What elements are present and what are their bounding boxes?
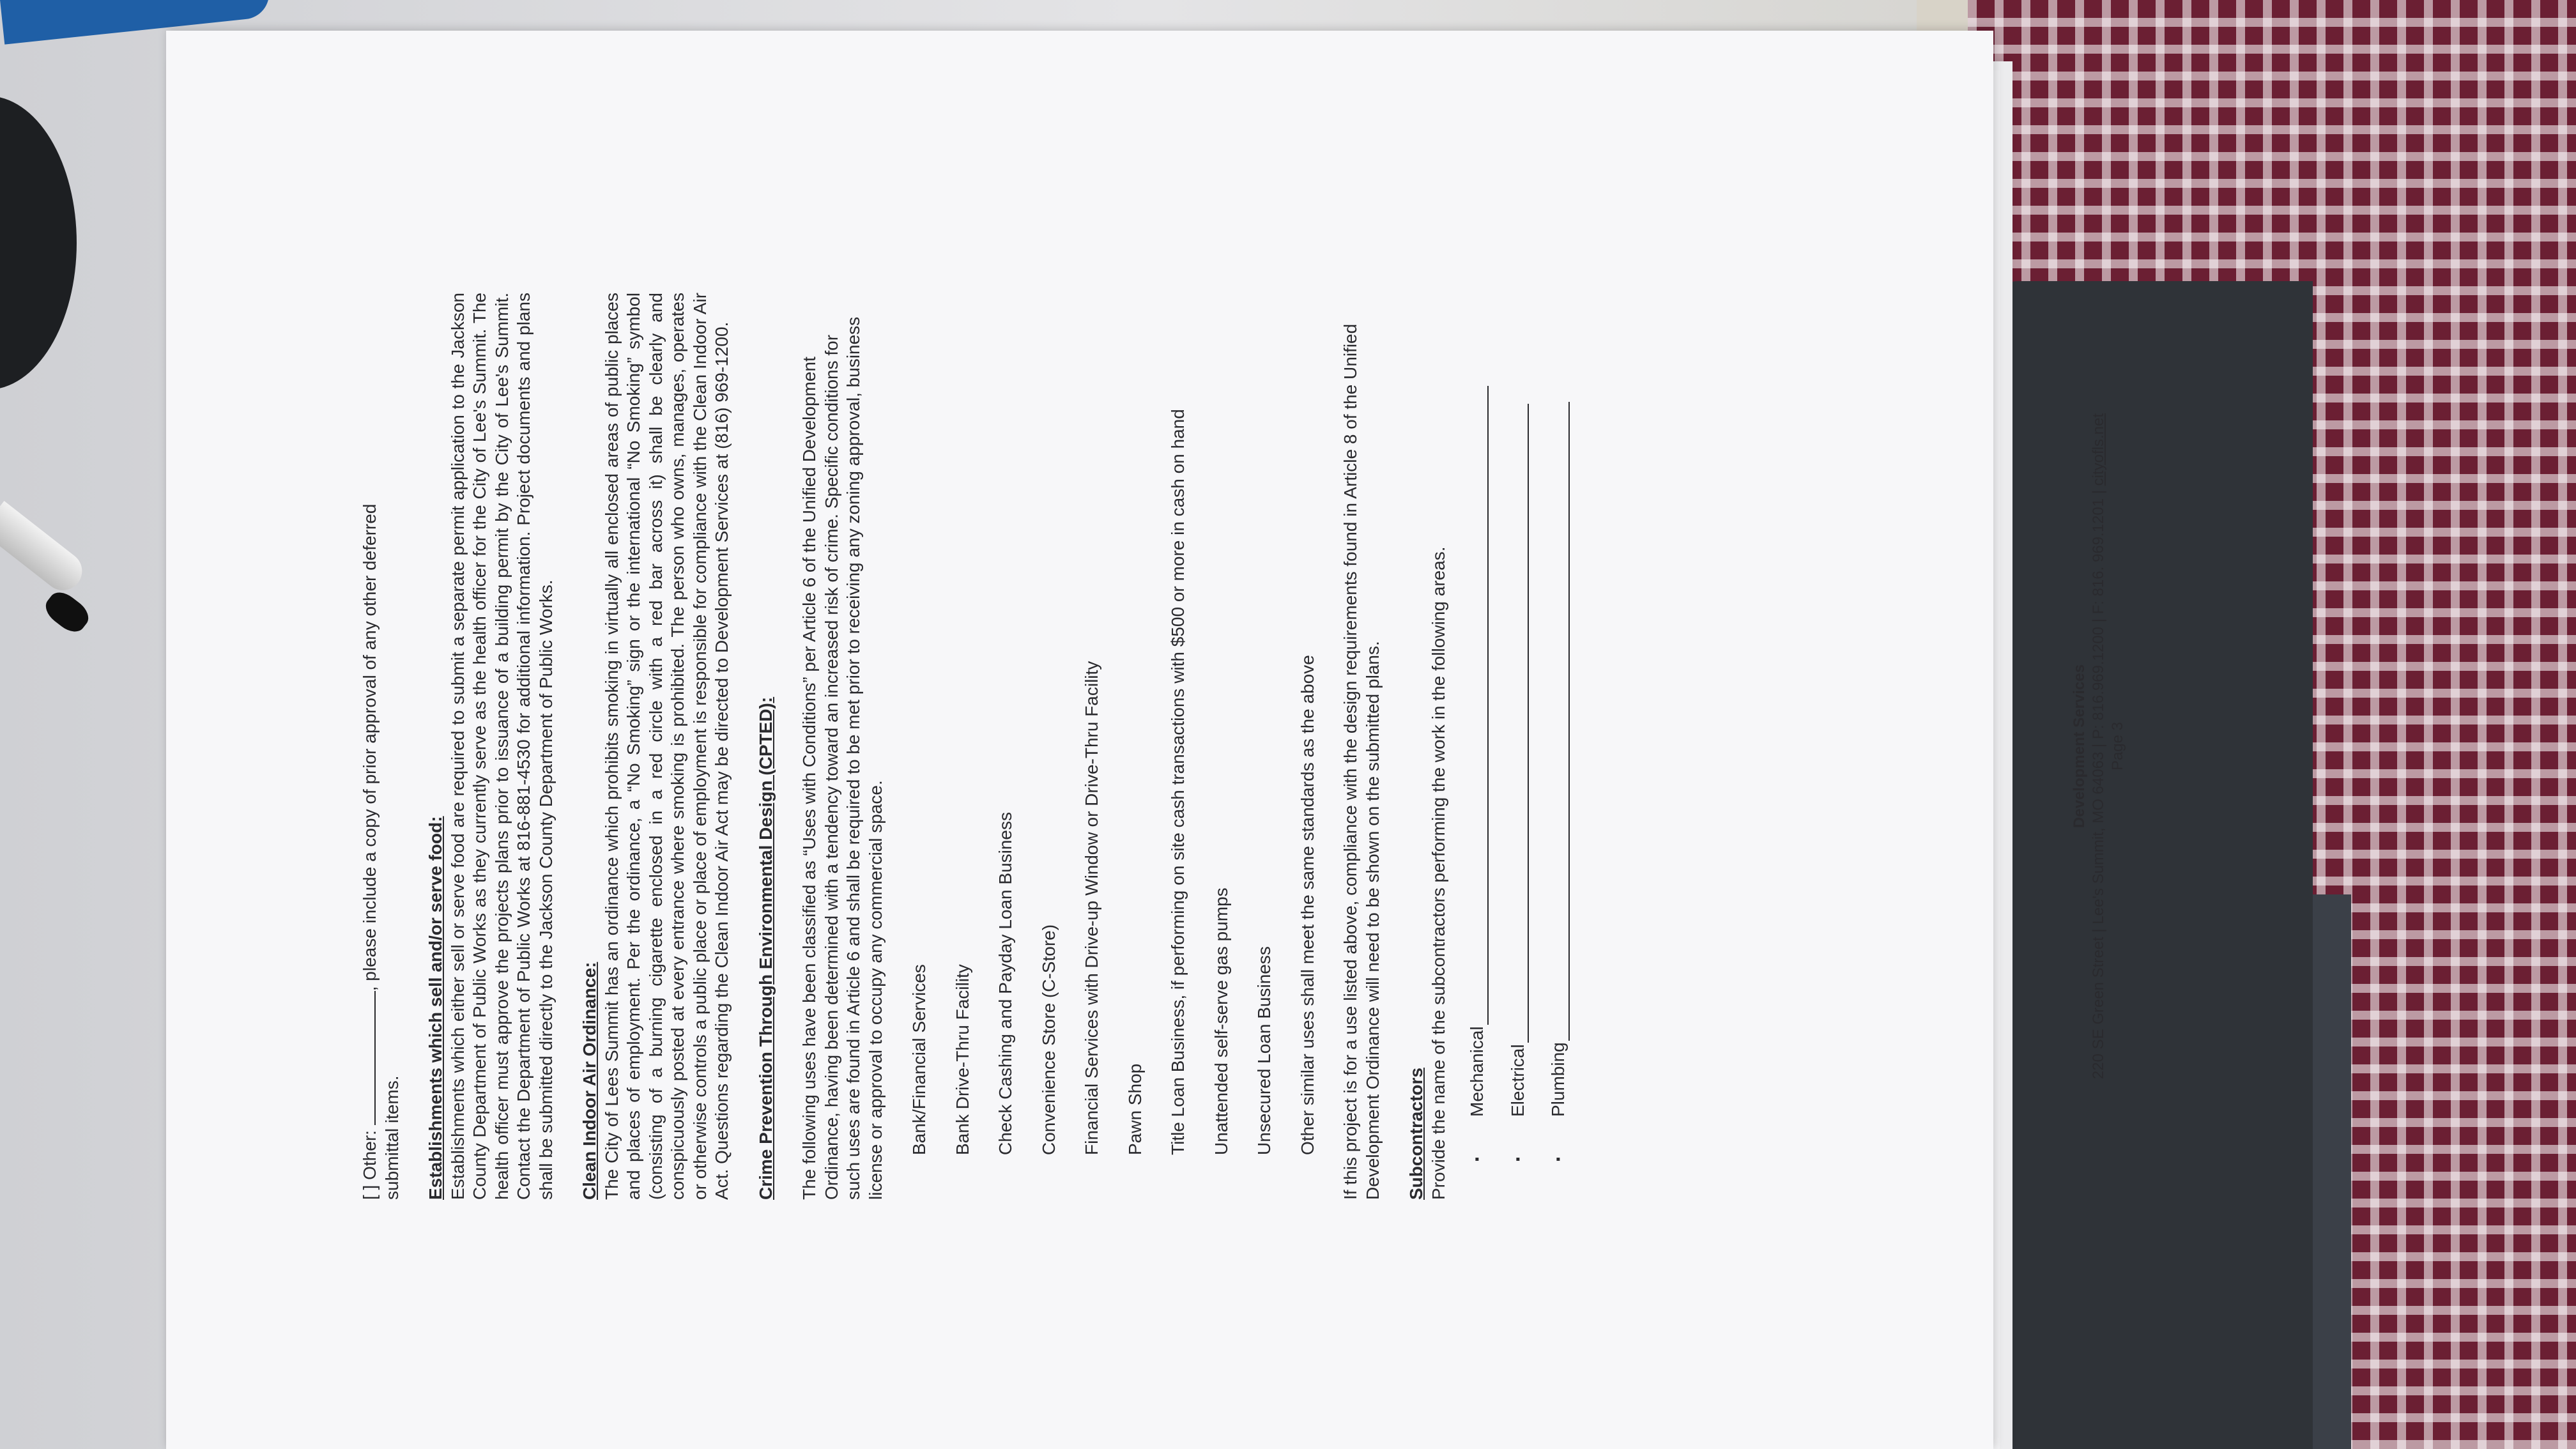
cpted-heading-block <box>755 293 778 1200</box>
other-line-continuation: submittal items. <box>381 1075 402 1200</box>
page-number: Page 3 <box>2109 721 2126 771</box>
list-item: Bank/Financial Services <box>909 964 929 1155</box>
square-bullet-icon: ▪ <box>1510 1156 1525 1162</box>
field-label: Plumbing <box>1548 1042 1568 1117</box>
cpted-intro: The following uses have been classified as “Uses with Conditions” per Article 6 of the Unified Development Ordinance, having been determined with a tendency toward an increased risk of crime. Specific conditions for such uses are found in Article 6 and shall be required to be met prior to receiving any zoning approval, business license or approval to occupy any commercial space. <box>799 316 885 1200</box>
square-bullet-icon: ▪ <box>1470 1156 1484 1162</box>
field-label: Mechanical <box>1467 1026 1487 1117</box>
page-content <box>358 293 1591 1200</box>
document-page <box>166 31 2126 1449</box>
list-item: Financial Services with Drive-up Window or Drive-Thru Facility <box>1082 661 1101 1155</box>
footer-website-link[interactable]: cityofls.net <box>2090 413 2107 486</box>
food-section <box>425 293 557 1200</box>
other-line-text: , please include a copy of prior approval of any other deferred <box>360 503 379 992</box>
footer-contact: 220 SE Green Street | Lee's Summit, MO 64063 | P: 816.969.1200 | F: 816. 969.1201 | <box>2090 486 2107 1080</box>
square-bullet-icon: ▪ <box>1551 1156 1565 1162</box>
list-item: Check Cashing and Payday Loan Business <box>995 811 1015 1155</box>
subcontractors-section <box>1406 293 1570 1200</box>
clean-air-heading: Clean Indoor Air Ordinance: <box>579 962 599 1200</box>
footer-contact-line <box>2089 293 2108 1200</box>
subcontractor-fields <box>1466 293 1570 1200</box>
subcontractor-row-electrical <box>1507 293 1529 1162</box>
list-item: Pawn Shop <box>1124 1063 1145 1155</box>
clean-air-section <box>579 293 733 1200</box>
list-item: Bank Drive-Thru Facility <box>952 964 972 1155</box>
electrical-fill-line[interactable] <box>1512 404 1529 1043</box>
food-heading: Establishments which sell and/or serve food: <box>425 816 445 1200</box>
list-item: Title Loan Business, if performing on site cash transactions with $500 or more in cash on hand <box>1168 409 1188 1155</box>
footer-org: Development Services <box>2071 664 2088 829</box>
cpted-heading: Crime Prevention Through Environmental Design (CPTED): <box>755 696 776 1200</box>
plumbing-fill-line[interactable] <box>1553 402 1570 1041</box>
other-deferred-items <box>358 293 403 1200</box>
cpted-closing-block <box>1340 293 1384 1200</box>
subcontractor-row-plumbing <box>1547 293 1570 1162</box>
mechanical-fill-line[interactable] <box>1472 386 1489 1025</box>
subcontractors-heading: Subcontractors <box>1406 1068 1426 1200</box>
subcontractor-row-mechanical <box>1466 293 1489 1162</box>
other-blank-line <box>358 991 376 1125</box>
list-item: Unsecured Loan Business <box>1254 946 1274 1155</box>
dark-sleeve <box>1981 281 2313 1449</box>
subcontractors-instruction: Provide the name of the subcontractors performing the work in the following areas. <box>1428 546 1448 1200</box>
list-item: Convenience Store (C-Store) <box>1038 924 1059 1155</box>
page-footer <box>2070 293 2128 1200</box>
field-label: Electrical <box>1507 1044 1528 1117</box>
other-checkbox-label: [ ] Other: <box>360 1130 379 1200</box>
cpted-closing: If this project is for a use listed above, compliance with the design requirements found in Article 8 of the Unified Development Ordinance will need to be shown on the submitted plans. <box>1340 323 1383 1200</box>
clean-air-body: The City of Lees Summit has an ordinance which prohibits smoking in virtually all enclosed areas of public places and places of employment. Per the ordinance, a “No Smoking” sign or the international “No Smoking” symbol (consisting of a burning cigarette enclosed in a red circle with a red bar across it) shall be clearly and conspicuously posted at every entrance where smoking is prohibited. The person who owns, manages, operates or otherwise controls a public place or place of employment is responsible for compliance with the Clean Indoor Air Act. Questions regarding the Clean Indoor Air Act may be directed to Development Services at (816) 969-1200. <box>601 293 732 1200</box>
cpted-use-list <box>908 293 1319 1200</box>
list-item: Unattended self-serve gas pumps <box>1211 887 1231 1155</box>
list-item: Other similar uses shall meet the same standards as the above <box>1297 655 1317 1155</box>
cpted-intro-block <box>799 293 887 1200</box>
food-body: Establishments which either sell or serve food are required to submit a separate permit application to the Jackson County Department of Public Works as they currently serve as the health officer for the City of Lee's Summit. The health officer must approve the projects plans prior to issuance of a building permit by the City of Lee's Summit. Contact the Department of Public Works at 816-881-4530 for additional information. Project documents and plans shall be submitted directly to the Jackson County Department of Public Works. <box>447 293 556 1200</box>
